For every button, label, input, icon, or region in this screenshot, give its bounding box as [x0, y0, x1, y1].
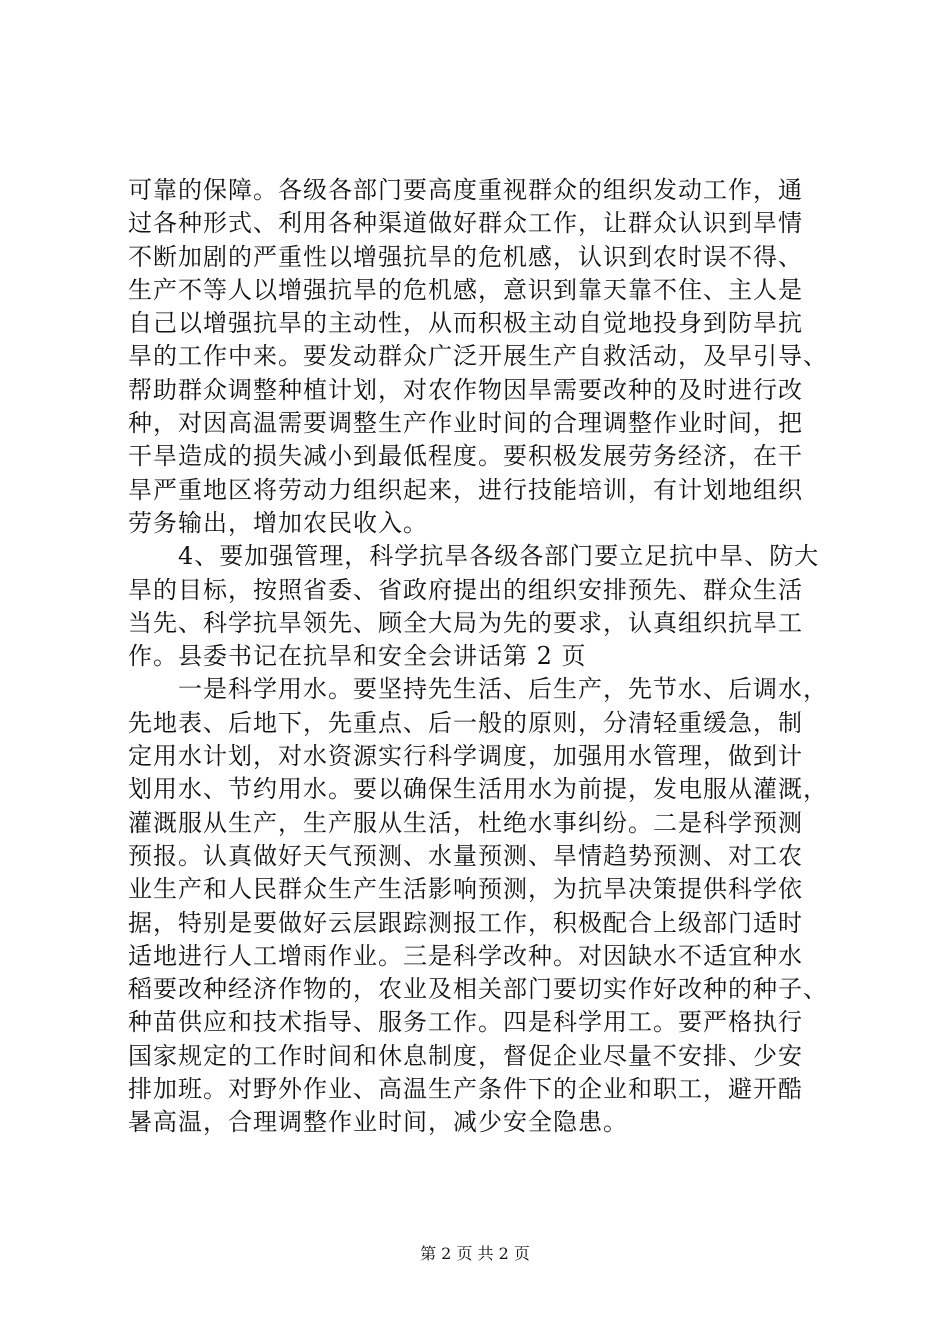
text-line: 不断加剧的严重性以增强抗旱的危机感，认识到农时误不得、 — [128, 242, 803, 271]
text-line: 旱严重地区将劳动力组织起来，进行技能培训，有计划地组织 — [128, 475, 803, 504]
text-line: 生产不等人以增强抗旱的危机感，意识到靠天靠不住、主人是 — [128, 275, 803, 304]
text-line: 排加班。对野外作业、高温生产条件下的企业和职工，避开酷 — [128, 1075, 803, 1104]
text-line: 适地进行人工增雨作业。三是科学改种。对因缺水不适宜种水 — [128, 941, 803, 970]
text-line: 种，对因高温需要调整生产作业时间的合理调整作业时间，把 — [128, 409, 803, 438]
document-body — [128, 174, 828, 1140]
text-line: 暑高温，合理调整作业时间，减少安全隐患。 — [128, 1108, 628, 1137]
text-line: 国家规定的工作时间和休息制度，督促企业尽量不安排、少安 — [128, 1041, 803, 1070]
text-line: 劳务输出，增加农民收入。 — [128, 508, 428, 537]
text-line: 划用水、节约用水。要以确保生活用水为前提，发电服从灌溉， — [128, 775, 828, 804]
text-line: 自己以增强抗旱的主动性，从而积极主动自觉地投身到防旱抗 — [128, 309, 803, 338]
text-line: 定用水计划，对水资源实行科学调度，加强用水管理，做到计 — [128, 742, 803, 771]
text-line: 据，特别是要做好云层跟踪测报工作，积极配合上级部门适时 — [128, 908, 803, 937]
text-line: 旱的目标，按照省委、省政府提出的组织安排预先、群众生活 — [128, 575, 803, 604]
text-line: 业生产和人民群众生产生活影响预测，为抗旱决策提供科学依 — [128, 875, 803, 904]
text-line: 作。县委书记在抗旱和安全会讲话第 2 页 — [128, 642, 587, 671]
text-line: 过各种形式、利用各种渠道做好群众工作，让群众认识到旱情 — [128, 209, 803, 238]
text-line: 先地表、后地下，先重点、后一般的原则，分清轻重缓急，制 — [128, 708, 803, 737]
text-line: 当先、科学抗旱领先、顾全大局为先的要求，认真组织抗旱工 — [128, 608, 803, 637]
text-line: 种苗供应和技术指导、服务工作。四是科学用工。要严格执行 — [128, 1008, 803, 1037]
text-line: 灌溉服从生产，生产服从生活，杜绝水事纠纷。二是科学预测 — [128, 808, 803, 837]
text-line: 旱的工作中来。要发动群众广泛开展生产自救活动，及早引导、 — [128, 342, 828, 371]
text-line: 帮助群众调整种植计划，对农作物因旱需要改种的及时进行改 — [128, 375, 803, 404]
text-line: 稻要改种经济作物的，农业及相关部门要切实作好改种的种子、 — [128, 975, 828, 1004]
text-line: 一是科学用水。要坚持先生活、后生产，先节水、后调水， — [128, 675, 828, 704]
text-line: 干旱造成的损失减小到最低程度。要积极发展劳务经济，在干 — [128, 442, 803, 471]
text-line: 可靠的保障。各级各部门要高度重视群众的组织发动工作，通 — [128, 176, 803, 204]
page-number-footer: 第 2 页 共 2 页 — [420, 1244, 530, 1263]
text-line: 预报。认真做好天气预测、水量预测、旱情趋势预测、对工农 — [128, 841, 803, 870]
text-line: 4、要加强管理，科学抗旱各级各部门要立足抗中旱、防大 — [128, 542, 820, 571]
